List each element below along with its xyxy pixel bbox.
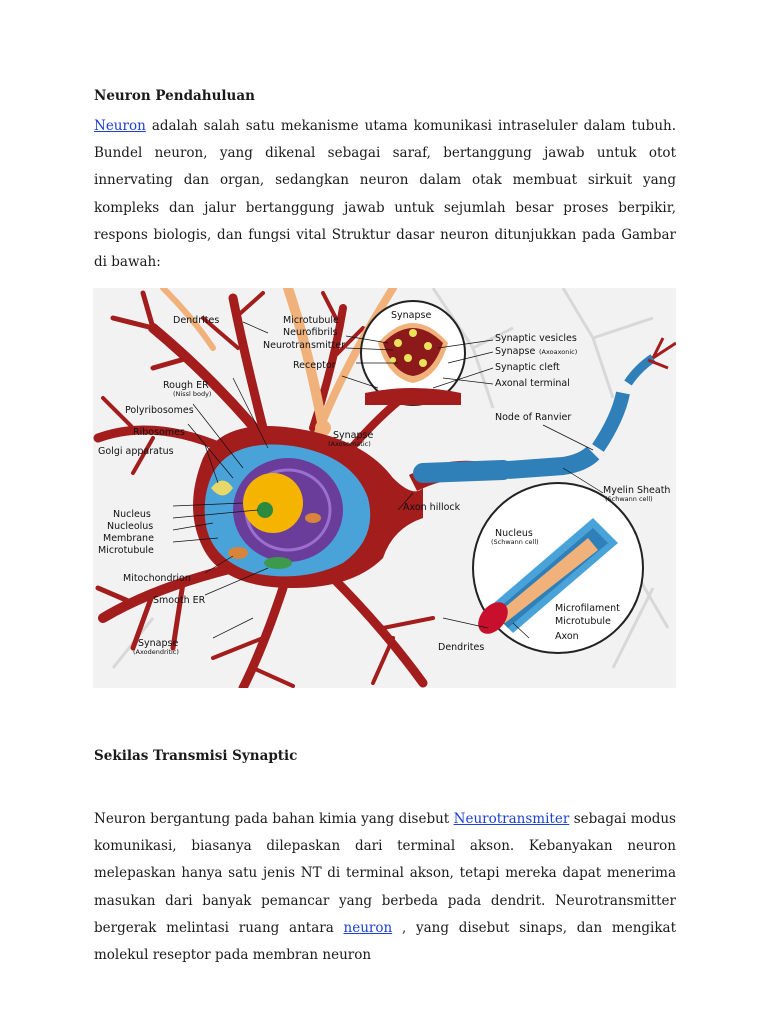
label-smooth-er: Smooth ER (153, 595, 206, 606)
section-title: Neuron Pendahuluan (94, 88, 255, 104)
myelin-segment-1 (423, 470, 503, 473)
section-title-2: Sekilas Transmisi Synaptic (94, 748, 298, 764)
label-receptor: Receptor (293, 360, 336, 371)
label-rough-er: Rough ER (163, 380, 209, 391)
label-mitochondrion: Mitochondrion (123, 573, 191, 584)
neuron-link[interactable]: Neuron (94, 118, 146, 134)
intro-paragraph (94, 113, 676, 276)
label-myelin-sheath: Myelin Sheath (603, 485, 671, 496)
label-dendrites-bottom: Dendrites (438, 642, 485, 653)
synaptic-text-1: Neuron bergantung pada bahan kimia yang disebut (94, 811, 454, 827)
neuron-illustration (93, 288, 676, 688)
label-axosomatic: (Axosomatic) (328, 440, 371, 448)
smooth-er (264, 557, 292, 569)
myelin-segment-3 (598, 393, 623, 448)
label-synapse-axoaxonic: Synapse (495, 346, 536, 357)
label-axodendritic: (Axodendritic) (133, 648, 179, 656)
synaptic-paragraph (94, 806, 676, 969)
intro-text: adalah salah satu mekanisme utama komunikasi intraseluler dalam tubuh. Bundel neuron, yang dikenal sebagai saraf, bertanggung jawab untuk otot innervating dan organ, sedangkan neuron dalam otak membuat sirkuit yang kompleks dan jalur bertanggung jawab untuk sejumlah besar proses berpikir, respons biologis, dan fungsi vital Struktur dasar neuron ditunjukkan pada Gambar di bawah: (94, 118, 676, 271)
label-membrane: Membrane (103, 533, 154, 544)
synaptic-text-3: , yang disebut sinaps, dan mengikat molekul reseptor pada membran neuron (94, 919, 677, 964)
label-synaptic-vesicles: Synaptic vesicles (495, 333, 577, 344)
label-synapse-axosomatic: Synapse (333, 430, 374, 441)
label-node-of-ranvier: Node of Ranvier (495, 412, 572, 423)
label-polyribosomes: Polyribosomes (125, 405, 194, 416)
incoming-axons (163, 288, 393, 433)
neuron-link-2[interactable]: neuron (343, 919, 393, 936)
postsynaptic-membrane (365, 388, 461, 405)
label-microtubule-right: Microtubule (555, 616, 611, 627)
label-microtubule-left: Microtubule (98, 545, 154, 556)
label-synapse-axodendritic: Synapse (138, 638, 179, 649)
nucleolus (257, 502, 273, 518)
label-microfilament: Microfilament (555, 603, 620, 614)
label-nucleus: Nucleus (113, 509, 151, 520)
label-nucleus-schwann: Nucleus (495, 528, 533, 539)
label-axon: Axon (555, 631, 579, 642)
label-schwann-cell-2: (Schwann cell) (491, 538, 539, 546)
label-neurofibrils: Neurofibrils (283, 327, 338, 338)
label-synapse-circle: Synapse (391, 310, 432, 321)
label-dendrites-top: Dendrites (173, 315, 220, 326)
mitochondrion-2 (305, 513, 321, 523)
label-axoaxonic: (Axoaxonic) (539, 348, 578, 356)
label-nissl: (Nissl body) (173, 390, 212, 398)
label-nucleolus: Nucleolus (107, 521, 154, 532)
label-ribosomes: Ribosomes (133, 427, 185, 438)
label-synaptic-cleft: Synaptic cleft (495, 362, 560, 373)
nucleus (243, 473, 303, 533)
synaptic-text-2: sebagai modus komunikasi, biasanya dilepaskan dari terminal akson. Kebanyakan neuron melepaskan hanya satu jenis NT di terminal akson, tetapi mereka dapat menerima masukan dari banyak pemancar yang berbeda pada dendrit. Neurotransmitter bergerak melintasi ruang antara (94, 811, 676, 936)
myelin-segment-2 (508, 453, 593, 470)
label-axonal-terminal: Axonal terminal (495, 378, 570, 389)
label-microtubule-top: Microtubule (283, 315, 339, 326)
label-neurotransmitter: Neurotransmitter (263, 340, 345, 351)
neuron-diagram (93, 288, 676, 688)
label-axon-hillock: Axon hillock (403, 502, 461, 513)
label-golgi: Golgi apparatus (98, 446, 174, 457)
label-schwann-cell: (Schwann cell) (605, 495, 653, 503)
neurotransmiter-link[interactable]: Neurotransmiter (453, 811, 570, 827)
